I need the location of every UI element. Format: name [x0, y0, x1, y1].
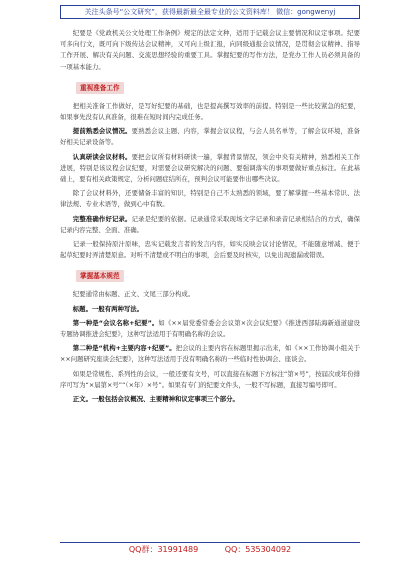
paragraph-knowledge: 除了会议材料外，还要储备丰富的知识，特别是自己不太熟悉的领域，要了解掌握一些基本常识、法律法规、专业术语等，做到心中有数。 — [60, 189, 360, 209]
paragraph-title-intro: 标题。一般有两种写法。 — [72, 304, 144, 313]
footer-qq-group: QQ群：31991489 — [128, 545, 199, 554]
lead-title-first: 第一种是“会议名称+纪要”。 — [72, 318, 159, 327]
header-banner: 关注头条号“公文研究”，获得最新最全最专业的公文资料库！ 微信：gongwenyj — [60, 5, 360, 19]
paragraph-numbering: 如果是常规性、系列性的会议，一般还要有文号，可以直接在标题下方标注“第×号”，按届次或年份排序可写为“×届第×号”“（×年）×号”。如果有专门的纪要文件头，一般不写标题，直接写编号即可。 — [60, 369, 360, 389]
paragraph-structure: 纪要通常由标题、正文、文尾三部分构成。 — [72, 290, 195, 299]
lead-familiarize: 提前熟悉会议情况。 — [72, 127, 132, 136]
paragraph-record-accuracy: 记录一般保持原汁原味，忠实记载发言者的发言内容，如实反映会议讨论情况，不能随意增减、便于起草纪要时弄清楚原意。对听不清楚或不明白的事项，会后要及时核实，以免出现遗漏或错误。 — [60, 240, 360, 260]
paragraph-records — [60, 214, 360, 236]
lead-study-materials: 认真研读会议材料。 — [72, 152, 132, 161]
document-body — [60, 28, 360, 408]
footer-qq: QQ：535304092 — [224, 545, 292, 554]
paragraph-title-first — [60, 318, 360, 340]
text-study-materials: 要把会议所有材料研读一遍，掌握背景情况，领会中央有关精神，熟悉相关工作进展，特别是该议程会议纪要，对需要会议研究解决的问题、要强调落实的事项要做好重点标注。在此基础上，要有相关政策规定，分析问题症结所在，预判会议可能要作出哪些决议。 — [60, 152, 361, 184]
paragraph-preparation: 把相关准备工作做好，是写好纪要的基础，也是提高撰写效率的前提。特别是一些比较紧急的纪要，如果事先没有认真准备，很难在短时间内完成任务。 — [60, 101, 360, 122]
text-records: 记录是纪要的依据。记录通常采取现场文字记录和录音记录相结合的方式，确保记录内容完整、全面、准确。 — [60, 214, 361, 234]
lead-records: 完整准确作好记录。 — [72, 214, 132, 223]
paragraph-title-second — [60, 343, 360, 365]
section-heading-preparation: 重视准备工作 — [76, 82, 124, 94]
paragraph-study-materials — [60, 152, 360, 186]
footer-contact — [60, 542, 360, 557]
paragraph-body-intro: 正文。一般包括会议概况、主要精神和议定事项三个部分。 — [72, 395, 239, 404]
paragraph-intro: 纪要是《党政机关公文处理工作条例》规定的法定文种，适用于记载会议主要情况和议定事项。纪要可多向行文，既可向下级传达会议精神，又可向上级汇报，向同级通报会议情况，是贯彻会议精神、指导工作开展、解决有关问题、交流思想经验的重要工具。掌握纪要的写作方法，是党办工作人员必须具备的一项基本能力。 — [60, 29, 360, 71]
text-title-first: 如《××届党委常委会会议第×次会议纪要》《推进西部陆海新通道建设专题协调推进会纪要》，这种写法适用于有明确名称的会议。 — [60, 318, 360, 339]
section-heading-norms: 掌握基本规范 — [76, 270, 124, 282]
lead-title-second: 第二种是“机构+主要内容+纪要”。 — [72, 344, 176, 353]
paragraph-familiarize — [60, 126, 360, 148]
text-title-second: 把会议的主要内容在标题里揭示出来，如《××工作协调小组关于××问题研究座谈会纪要》，这种写法适用于没有明确名称的一些临时性协调会、座谈会。 — [60, 344, 361, 364]
text-familiarize: 要熟悉会议主题、内容，掌握会议议程，与会人员名单等，了解会议环境，准备好相关记录设备等。 — [60, 127, 361, 147]
